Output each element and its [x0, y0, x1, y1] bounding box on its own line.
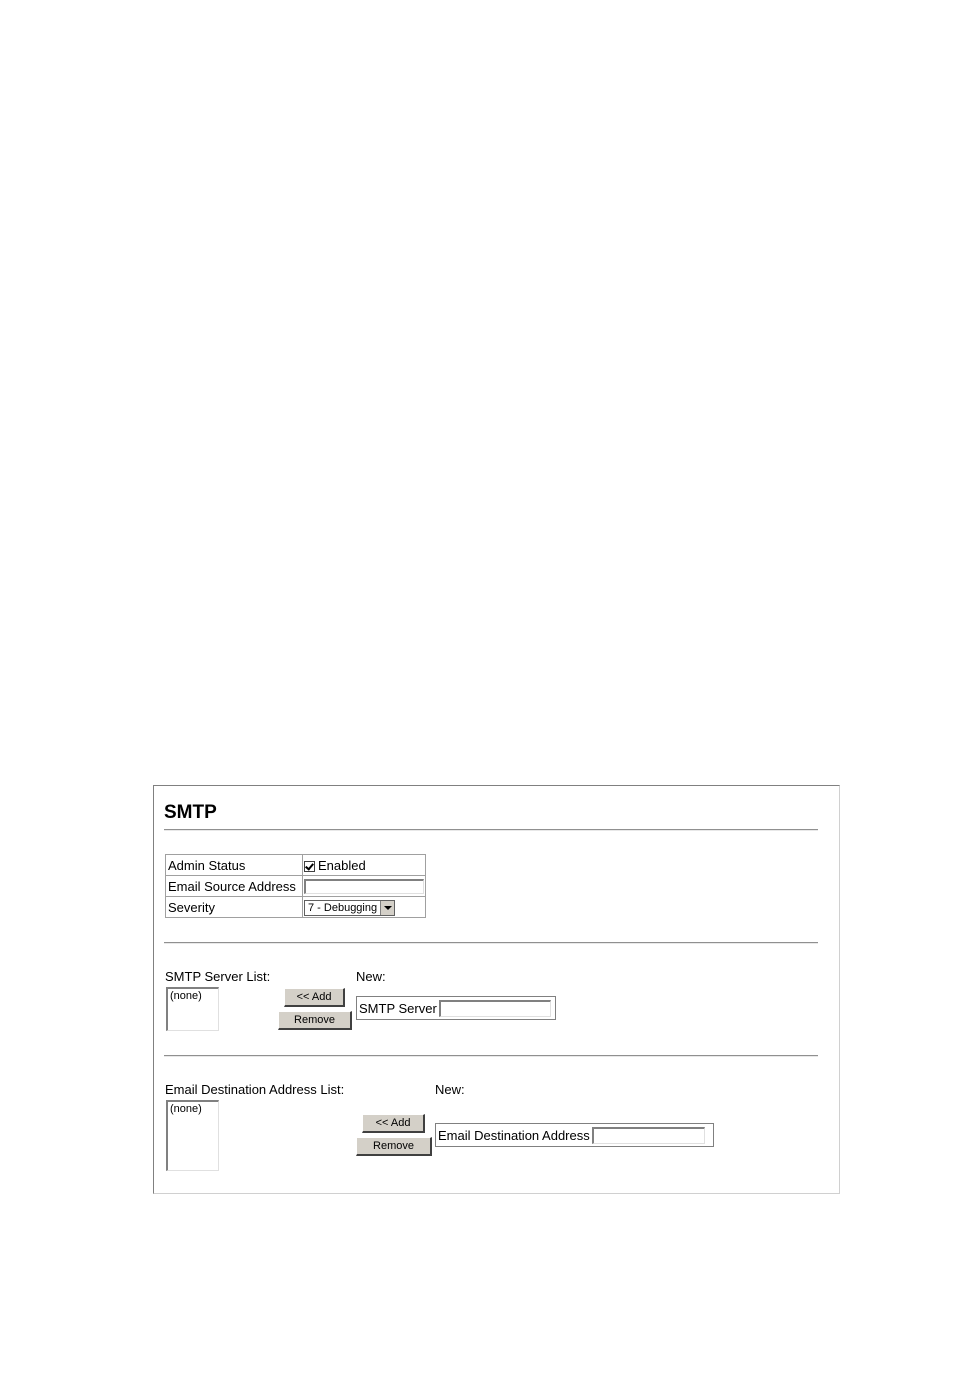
smtp-panel: [153, 785, 840, 1194]
email-dest-list-label: Email Destination Address List:: [165, 1082, 345, 1097]
smtp-server-add-button[interactable]: << Add: [284, 988, 345, 1007]
admin-status-cell: [303, 855, 426, 876]
admin-status-checkbox-label: Enabled: [318, 857, 366, 873]
divider: [164, 829, 818, 831]
list-item[interactable]: (none): [170, 1103, 202, 1115]
email-source-row: [166, 876, 426, 897]
page-title: SMTP: [164, 802, 217, 823]
smtp-server-field-label: SMTP Server: [359, 1000, 437, 1016]
smtp-server-new-label: New:: [356, 969, 386, 984]
severity-label: Severity: [166, 897, 303, 918]
divider: [164, 942, 818, 944]
severity-cell: [303, 897, 426, 918]
email-source-cell: [303, 876, 426, 897]
email-dest-new-box: [435, 1123, 714, 1147]
severity-select[interactable]: [304, 900, 395, 916]
admin-status-label: Admin Status: [166, 855, 303, 876]
email-dest-field-label: Email Destination Address: [438, 1127, 590, 1143]
email-dest-new-label: New:: [435, 1082, 465, 1097]
admin-status-row: [166, 855, 426, 876]
divider: [164, 1055, 818, 1057]
chevron-down-icon[interactable]: [380, 901, 394, 915]
smtp-server-new-box: [356, 996, 556, 1020]
smtp-server-list-label: SMTP Server List:: [165, 969, 271, 984]
admin-status-checkbox[interactable]: [304, 861, 315, 872]
email-dest-listbox[interactable]: [166, 1100, 219, 1171]
smtp-server-remove-button[interactable]: Remove: [278, 1011, 352, 1030]
email-dest-add-button[interactable]: << Add: [362, 1114, 425, 1133]
list-item[interactable]: (none): [170, 990, 202, 1002]
severity-select-value: 7 - Debugging: [308, 901, 378, 914]
email-dest-input[interactable]: [592, 1127, 705, 1144]
email-source-input[interactable]: [304, 879, 424, 894]
smtp-server-input[interactable]: [439, 1000, 551, 1017]
smtp-server-listbox[interactable]: [166, 987, 219, 1031]
severity-row: [166, 897, 426, 918]
email-source-label: Email Source Address: [166, 876, 303, 897]
email-dest-remove-button[interactable]: Remove: [356, 1137, 432, 1156]
smtp-settings-table: [165, 854, 426, 918]
